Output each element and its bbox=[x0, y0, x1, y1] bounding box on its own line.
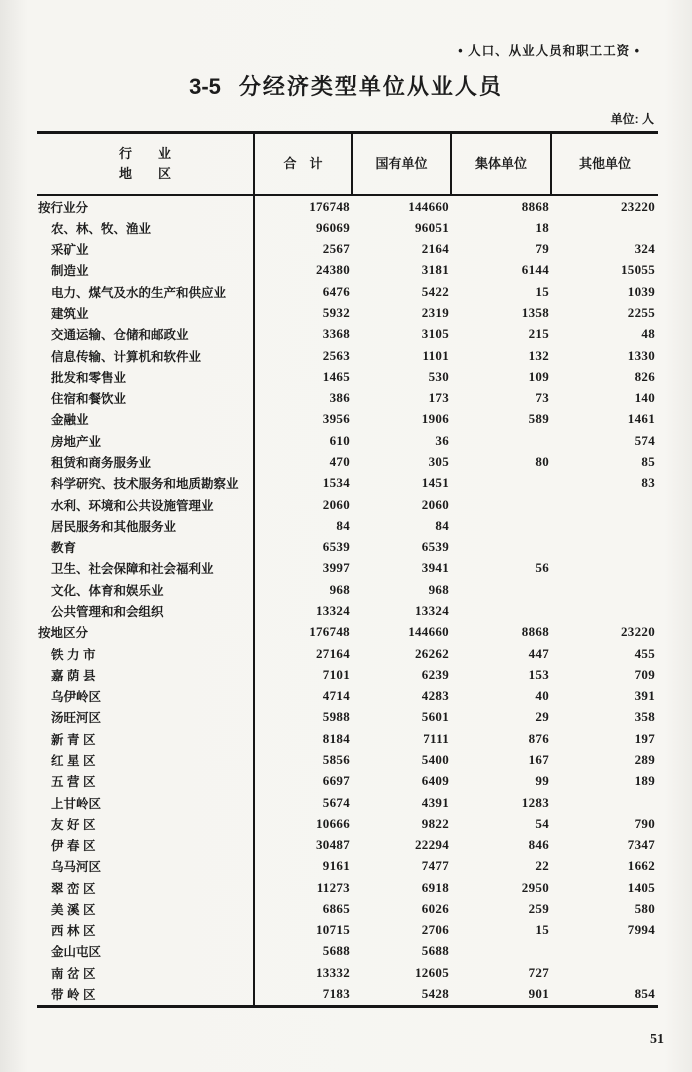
cell-other: 189 bbox=[634, 773, 655, 789]
cell-other: 23220 bbox=[621, 198, 655, 214]
cell-other: 7347 bbox=[627, 837, 655, 853]
table-row bbox=[37, 600, 658, 621]
cell-collective: 1358 bbox=[521, 305, 549, 321]
row-label: 红 星 区 bbox=[37, 749, 255, 770]
row-label: 友 好 区 bbox=[37, 813, 255, 834]
cell-state-owned: 6409 bbox=[421, 773, 449, 789]
cell-state-owned: 5428 bbox=[421, 986, 449, 1002]
header-industry-line: 行 业 bbox=[118, 145, 171, 161]
cell-total: 6697 bbox=[322, 773, 350, 789]
cell-total: 3368 bbox=[322, 326, 350, 342]
cell-total: 6865 bbox=[322, 900, 350, 916]
table-row bbox=[37, 324, 658, 345]
header-industry-region bbox=[37, 134, 255, 194]
table-number: 3-5 bbox=[189, 74, 221, 99]
cell-other: 48 bbox=[641, 326, 655, 342]
row-label: 卫生、社会保障和社会福利业 bbox=[37, 558, 255, 579]
cell-collective: 15 bbox=[535, 922, 549, 938]
cell-other: 83 bbox=[641, 475, 655, 491]
cell-state-owned: 7111 bbox=[423, 730, 449, 746]
table-body bbox=[37, 196, 658, 1008]
cell-state-owned: 3105 bbox=[421, 326, 449, 342]
cell-total: 4714 bbox=[322, 688, 350, 704]
cell-collective: 846 bbox=[528, 837, 549, 853]
cell-collective: 18 bbox=[535, 219, 549, 235]
cell-total: 5988 bbox=[322, 709, 350, 725]
row-label: 新 青 区 bbox=[37, 728, 255, 749]
cell-state-owned: 6539 bbox=[421, 539, 449, 555]
cell-state-owned: 96051 bbox=[415, 219, 449, 235]
table-row bbox=[37, 834, 658, 855]
cell-total: 968 bbox=[329, 581, 350, 597]
cell-total: 84 bbox=[336, 517, 350, 533]
cell-other: 358 bbox=[634, 709, 655, 725]
cell-state-owned: 6239 bbox=[421, 666, 449, 682]
cell-total: 24380 bbox=[316, 262, 350, 278]
row-label: 乌伊岭区 bbox=[37, 685, 255, 706]
cell-total: 11273 bbox=[316, 879, 350, 895]
cell-state-owned: 2319 bbox=[421, 305, 449, 321]
cell-state-owned: 1906 bbox=[421, 411, 449, 427]
cell-state-owned: 3941 bbox=[421, 560, 449, 576]
cell-collective: 109 bbox=[528, 368, 549, 384]
cell-collective: 2950 bbox=[521, 879, 549, 895]
cell-total: 7183 bbox=[322, 986, 350, 1002]
table-row bbox=[37, 983, 658, 1004]
cell-other: 1461 bbox=[627, 411, 655, 427]
table-row bbox=[37, 643, 658, 664]
cell-state-owned: 144660 bbox=[408, 624, 449, 640]
cell-total: 9161 bbox=[322, 858, 350, 874]
table-header-row bbox=[37, 131, 658, 196]
cell-state-owned: 6026 bbox=[421, 900, 449, 916]
page-title bbox=[0, 70, 692, 101]
cell-collective: 54 bbox=[535, 815, 549, 831]
table-row bbox=[37, 558, 658, 579]
unit-label: 单位: 人 bbox=[610, 112, 654, 126]
header-total: 合 计 bbox=[255, 134, 353, 194]
cell-collective: 132 bbox=[528, 347, 549, 363]
cell-state-owned: 5601 bbox=[421, 709, 449, 725]
cell-state-owned: 968 bbox=[428, 581, 449, 597]
table-row bbox=[37, 962, 658, 983]
cell-total: 6539 bbox=[322, 539, 350, 555]
cell-state-owned: 530 bbox=[428, 368, 449, 384]
row-label: 美 溪 区 bbox=[37, 898, 255, 919]
table-row bbox=[37, 813, 658, 834]
table-row bbox=[37, 920, 658, 941]
cell-other: 2255 bbox=[627, 305, 655, 321]
cell-other: 289 bbox=[634, 751, 655, 767]
row-label: 西 林 区 bbox=[37, 920, 255, 941]
cell-total: 1534 bbox=[322, 475, 350, 491]
table-row bbox=[37, 451, 658, 472]
cell-collective: 1283 bbox=[521, 794, 549, 810]
table-row bbox=[37, 494, 658, 515]
cell-total: 2563 bbox=[322, 347, 350, 363]
cell-state-owned: 144660 bbox=[408, 198, 449, 214]
cell-total: 3997 bbox=[322, 560, 350, 576]
table-row bbox=[37, 771, 658, 792]
cell-other: 709 bbox=[634, 666, 655, 682]
cell-total: 6476 bbox=[322, 283, 350, 299]
header-state-owned: 国有单位 bbox=[353, 134, 452, 194]
cell-state-owned: 6918 bbox=[421, 879, 449, 895]
table-row bbox=[37, 260, 658, 281]
cell-other: 7994 bbox=[627, 922, 655, 938]
row-label: 农、林、牧、渔业 bbox=[37, 217, 255, 238]
cell-other: 574 bbox=[634, 432, 655, 448]
cell-collective: 6144 bbox=[521, 262, 549, 278]
row-label: 按地区分 bbox=[37, 622, 255, 643]
row-label: 住宿和餐饮业 bbox=[37, 388, 255, 409]
cell-collective: 56 bbox=[535, 560, 549, 576]
cell-state-owned: 305 bbox=[428, 454, 449, 470]
table-row bbox=[37, 473, 658, 494]
row-label: 建筑业 bbox=[37, 302, 255, 323]
cell-state-owned: 4391 bbox=[421, 794, 449, 810]
cell-state-owned: 2164 bbox=[421, 241, 449, 257]
header-other: 其他单位 bbox=[578, 155, 631, 171]
table-row bbox=[37, 792, 658, 813]
cell-state-owned: 3181 bbox=[421, 262, 449, 278]
row-label: 制造业 bbox=[37, 260, 255, 281]
cell-other: 826 bbox=[634, 368, 655, 384]
cell-total: 5674 bbox=[322, 794, 350, 810]
cell-other: 140 bbox=[634, 390, 655, 406]
cell-state-owned: 1101 bbox=[422, 347, 449, 363]
cell-collective: 727 bbox=[528, 964, 549, 980]
cell-collective: 876 bbox=[528, 730, 549, 746]
header-collective: 集体单位 bbox=[452, 134, 552, 194]
cell-total: 27164 bbox=[316, 645, 350, 661]
row-label: 居民服务和其他服务业 bbox=[37, 515, 255, 536]
row-label: 采矿业 bbox=[37, 239, 255, 260]
row-label: 水利、环境和公共设施管理业 bbox=[37, 494, 255, 515]
statistics-table bbox=[37, 131, 658, 1008]
cell-total: 176748 bbox=[309, 624, 350, 640]
cell-state-owned: 7477 bbox=[421, 858, 449, 874]
cell-other: 854 bbox=[634, 986, 655, 1002]
table-row bbox=[37, 664, 658, 685]
table-row bbox=[37, 856, 658, 877]
row-label: 上甘岭区 bbox=[37, 792, 255, 813]
table-row bbox=[37, 622, 658, 643]
table-row bbox=[37, 430, 658, 451]
row-label: 铁 力 市 bbox=[37, 643, 255, 664]
cell-total: 10666 bbox=[316, 815, 350, 831]
row-label: 汤旺河区 bbox=[37, 707, 255, 728]
cell-total: 5856 bbox=[322, 751, 350, 767]
table-row bbox=[37, 345, 658, 366]
chapter-header-note: • 人口、从业人员和职工工资 • bbox=[458, 44, 640, 58]
cell-state-owned: 2706 bbox=[421, 922, 449, 938]
cell-total: 13332 bbox=[316, 964, 350, 980]
cell-collective: 29 bbox=[535, 709, 549, 725]
table-title-text: 分经济类型单位从业人员 bbox=[238, 74, 503, 99]
table-row bbox=[37, 579, 658, 600]
cell-total: 5688 bbox=[322, 943, 350, 959]
row-label: 翠 峦 区 bbox=[37, 877, 255, 898]
cell-other: 1405 bbox=[627, 879, 655, 895]
row-label: 公共管理和和会组织 bbox=[37, 600, 255, 621]
cell-collective: 153 bbox=[528, 666, 549, 682]
cell-total: 30487 bbox=[316, 837, 350, 853]
row-label: 乌马河区 bbox=[37, 856, 255, 877]
cell-other: 15055 bbox=[621, 262, 655, 278]
cell-state-owned: 4283 bbox=[421, 688, 449, 704]
row-label: 批发和零售业 bbox=[37, 366, 255, 387]
table-row bbox=[37, 366, 658, 387]
cell-total: 13324 bbox=[316, 602, 350, 618]
table-row bbox=[37, 707, 658, 728]
cell-state-owned: 9822 bbox=[421, 815, 449, 831]
cell-total: 7101 bbox=[322, 666, 350, 682]
cell-other: 23220 bbox=[621, 624, 655, 640]
table-row bbox=[37, 388, 658, 409]
table-row bbox=[37, 685, 658, 706]
cell-state-owned: 22294 bbox=[415, 837, 449, 853]
cell-total: 2060 bbox=[322, 496, 350, 512]
cell-other: 1039 bbox=[627, 283, 655, 299]
cell-state-owned: 173 bbox=[428, 390, 449, 406]
cell-other: 197 bbox=[634, 730, 655, 746]
cell-total: 176748 bbox=[309, 198, 350, 214]
cell-collective: 8868 bbox=[521, 624, 549, 640]
table-row bbox=[37, 302, 658, 323]
row-label: 房地产业 bbox=[37, 430, 255, 451]
cell-state-owned: 13324 bbox=[415, 602, 449, 618]
row-label: 五 营 区 bbox=[37, 771, 255, 792]
page-number: 51 bbox=[650, 1032, 664, 1047]
row-label: 按行业分 bbox=[37, 196, 255, 217]
cell-collective: 215 bbox=[528, 326, 549, 342]
cell-state-owned: 26262 bbox=[415, 645, 449, 661]
row-label: 教育 bbox=[37, 537, 255, 558]
cell-state-owned: 2060 bbox=[421, 496, 449, 512]
cell-collective: 167 bbox=[528, 751, 549, 767]
cell-total: 2567 bbox=[322, 241, 350, 257]
table-row bbox=[37, 537, 658, 558]
cell-collective: 40 bbox=[535, 688, 549, 704]
row-label: 租赁和商务服务业 bbox=[37, 451, 255, 472]
table-row bbox=[37, 749, 658, 770]
cell-collective: 589 bbox=[528, 411, 549, 427]
table-row bbox=[37, 239, 658, 260]
row-label: 科学研究、技术服务和地质勘察业 bbox=[37, 473, 255, 494]
table-row bbox=[37, 941, 658, 962]
table-row bbox=[37, 281, 658, 302]
row-label: 带 岭 区 bbox=[37, 983, 255, 1004]
row-label: 信息传输、计算机和软件业 bbox=[37, 345, 255, 366]
header-region-line: 地 区 bbox=[118, 166, 171, 181]
cell-collective: 259 bbox=[528, 900, 549, 916]
cell-other: 455 bbox=[634, 645, 655, 661]
row-label: 南 岔 区 bbox=[37, 962, 255, 983]
cell-total: 386 bbox=[329, 390, 350, 406]
cell-other: 391 bbox=[634, 688, 655, 704]
cell-total: 5932 bbox=[322, 305, 350, 321]
cell-state-owned: 1451 bbox=[421, 475, 449, 491]
row-label: 交通运输、仓储和邮政业 bbox=[37, 324, 255, 345]
cell-collective: 73 bbox=[535, 390, 549, 406]
row-label: 电力、煤气及水的生产和供应业 bbox=[37, 281, 255, 302]
cell-other: 790 bbox=[634, 815, 655, 831]
cell-total: 1465 bbox=[322, 368, 350, 384]
cell-collective: 99 bbox=[535, 773, 549, 789]
cell-other: 85 bbox=[641, 454, 655, 470]
cell-state-owned: 84 bbox=[435, 517, 449, 533]
table-row bbox=[37, 728, 658, 749]
cell-other: 1662 bbox=[627, 858, 655, 874]
cell-collective: 80 bbox=[535, 454, 549, 470]
cell-total: 3956 bbox=[322, 411, 350, 427]
cell-state-owned: 12605 bbox=[415, 964, 449, 980]
cell-state-owned: 5422 bbox=[421, 283, 449, 299]
row-label: 伊 春 区 bbox=[37, 834, 255, 855]
cell-total: 470 bbox=[329, 454, 350, 470]
cell-state-owned: 5688 bbox=[421, 943, 449, 959]
table-row bbox=[37, 515, 658, 536]
cell-state-owned: 5400 bbox=[421, 751, 449, 767]
cell-state-owned: 36 bbox=[435, 432, 449, 448]
cell-total: 96069 bbox=[316, 219, 350, 235]
cell-collective: 15 bbox=[535, 283, 549, 299]
table-row bbox=[37, 898, 658, 919]
cell-collective: 79 bbox=[535, 241, 549, 257]
row-label: 金融业 bbox=[37, 409, 255, 430]
cell-collective: 447 bbox=[528, 645, 549, 661]
cell-other: 580 bbox=[634, 900, 655, 916]
cell-total: 10715 bbox=[316, 922, 350, 938]
cell-collective: 22 bbox=[535, 858, 549, 874]
cell-total: 610 bbox=[329, 432, 350, 448]
table-row bbox=[37, 196, 658, 217]
cell-collective: 8868 bbox=[521, 198, 549, 214]
row-label: 嘉 荫 县 bbox=[37, 664, 255, 685]
table-row bbox=[37, 409, 658, 430]
cell-total: 8184 bbox=[322, 730, 350, 746]
table-row bbox=[37, 217, 658, 238]
row-label: 金山屯区 bbox=[37, 941, 255, 962]
table-row bbox=[37, 877, 658, 898]
cell-other: 324 bbox=[634, 241, 655, 257]
cell-collective: 901 bbox=[528, 986, 549, 1002]
row-label: 文化、体育和娱乐业 bbox=[37, 579, 255, 600]
cell-other: 1330 bbox=[627, 347, 655, 363]
